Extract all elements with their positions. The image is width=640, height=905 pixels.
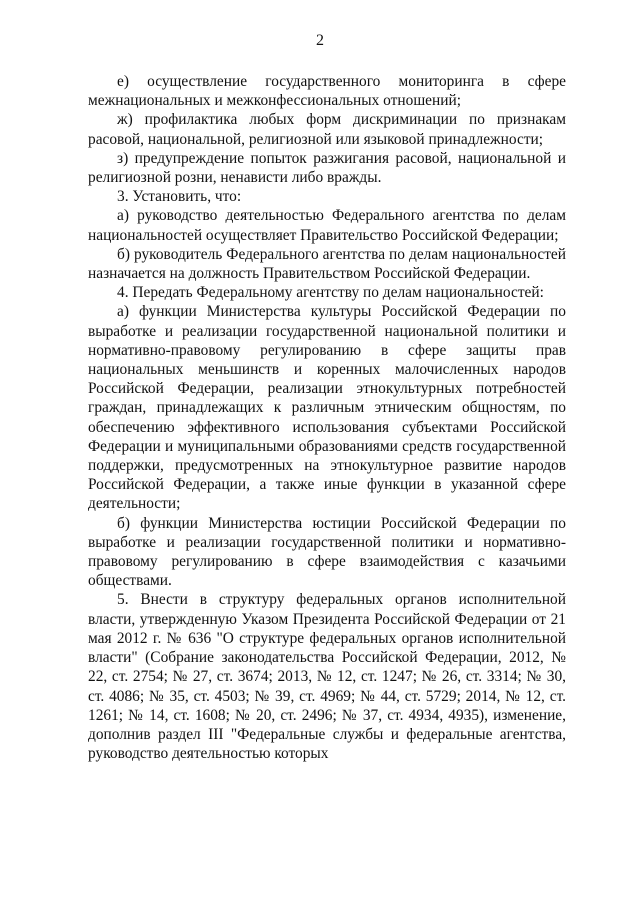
paragraph-section-3: 3. Установить, что: <box>117 188 242 206</box>
document-body <box>88 72 566 763</box>
paragraph-item-3b: б) руководитель Федерального агентства по делам национальностей назначается на должность Правительством Российской Федерации. <box>88 245 566 283</box>
paragraph-section-5: 5. Внести в структуру федеральных органов исполнительной власти, утвержденную Указом Президента Российской Федерации от 21 мая 2012 г. № 636 "О структуре федеральных органов исполнительной власти" (Собрание законодательства Российской Федерации, 2012, № 22, ст. 2754; № 27, ст. 3674; 2013, № 12, ст. 1247; № 26, ст. 3314; № 30, ст. 4086; № 35, ст. 4503; № 39, ст. 4969; № 44, ст. 5729; 2014, № 12, ст. 1261; № 14, ст. 1608; № 20, ст. 2496; № 37, ст. 4934, 4935), изменение, дополнив раздел III "Федеральные службы и федеральные агентства, руководство деятельностью которых <box>88 591 566 763</box>
paragraph-section-4: 4. Передать Федеральному агентству по делам национальностей: <box>117 284 544 302</box>
paragraph-item-e: е) осуществление государственного мониторинга в сфере межнациональных и межконфессиональных отношений; <box>88 73 566 110</box>
paragraph-item-zh: ж) профилактика любых форм дискриминации по признакам расовой, национальной, религиозной или языковой принадлежности; <box>88 111 566 148</box>
paragraph-item-4a: а) функции Министерства культуры Российской Федерации по выработке и реализации государственной национальной политики и нормативно-правовому регулированию в сфере защиты прав национальных меньшинств и коренных малочисленных народов Российской Федерации, реализации этнокультурных потребностей граждан, принадлежащих к различным этническим общностям, по обеспечению эффективного использования субъектами Российской Федерации и муниципальными образованиями средств государственной поддержки, предусмотренных на этнокультурное развитие народов Российской Федерации, а также иные функции в указанной сфере деятельности; <box>88 303 566 513</box>
paragraph-item-4b: б) функции Министерства юстиции Российской Федерации по выработке и реализации государственной политики и нормативно-правовому регулированию в сфере взаимодействия с казачьими обществами. <box>88 514 566 590</box>
paragraph-item-3a: а) руководство деятельностью Федерального агентства по делам национальностей осуществляет Правительство Российской Федерации; <box>88 207 566 244</box>
page-number: 2 <box>316 32 324 49</box>
paragraph-item-z: з) предупреждение попыток разжигания расовой, национальной и религиозной розни, ненависти либо вражды. <box>88 149 566 187</box>
